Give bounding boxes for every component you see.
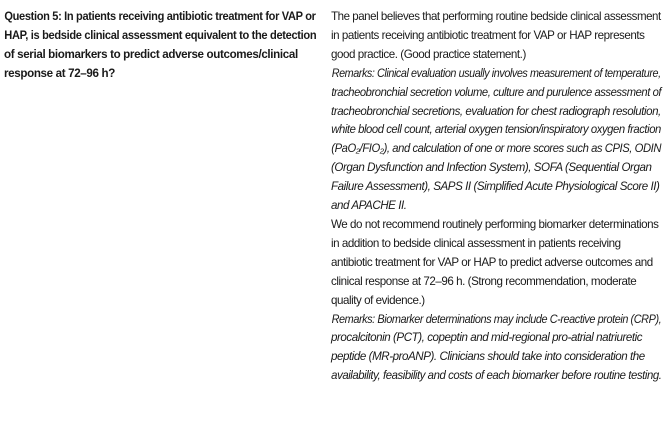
answer-column bbox=[331, 8, 661, 386]
remarks-line: Remarks: Clinical evaluation usually involves measurement of temperature, bbox=[331, 66, 661, 80]
statement-line: in addition to bedside clinical assessment in patients receiving bbox=[331, 236, 621, 250]
remarks-biomarkers bbox=[331, 311, 661, 387]
remarks-line: white blood cell count, arterial oxygen tension/inspiratory oxygen fraction bbox=[331, 123, 661, 137]
statement-line: quality of evidence.) bbox=[331, 293, 425, 307]
remarks-line: tracheobronchial secretion volume, culture and purulence assessment of bbox=[331, 85, 662, 99]
statement-line: We do not recommend routinely performing biomarker determinations bbox=[331, 217, 659, 231]
question-text bbox=[4, 8, 316, 84]
remarks-line: Remarks: Biomarker determinations may include C-reactive protein (CRP), bbox=[331, 312, 662, 326]
question-line: response at 72–96 h? bbox=[4, 66, 115, 80]
question-line: Question 5: In patients receiving antibiotic treatment for VAP or bbox=[4, 10, 316, 23]
remarks-line: tracheobronchial secretions, evaluation for chest radiograph resolution, bbox=[331, 104, 661, 118]
remarks-line: (PaO₂/FIO₂), and calculation of one or more scores such as CPIS, ODIN bbox=[331, 142, 662, 156]
statement-line: The panel believes that performing routine bedside clinical assessment bbox=[331, 10, 661, 23]
statement-line: antibiotic treatment for VAP or HAP to predict adverse outcomes and bbox=[331, 255, 653, 269]
remarks-line: availability, feasibility and costs of each biomarker before routine testing. bbox=[331, 369, 662, 383]
question-line: HAP, is bedside clinical assessment equivalent to the detection bbox=[4, 28, 317, 42]
remarks-line: peptide (MR-proANP). Clinicians should take into consideration the bbox=[331, 350, 645, 364]
remarks-line: (Organ Dysfunction and Infection System), SOFA (Sequential Organ bbox=[331, 161, 652, 175]
biomarker-recommendation bbox=[331, 216, 661, 311]
remarks-line: procalcitonin (PCT), copeptin and mid-regional pro-atrial natriuretic bbox=[331, 331, 643, 345]
statement-line: good practice. (Good practice statement.) bbox=[331, 47, 526, 61]
statement-line: in patients receiving antibiotic treatment for VAP or HAP represents bbox=[331, 28, 645, 42]
remarks-line: and APACHE II. bbox=[331, 199, 407, 213]
remarks-clinical-evaluation bbox=[331, 65, 661, 216]
statement-line: clinical response at 72–96 h. (Strong recommendation, moderate bbox=[331, 274, 637, 288]
remarks-line: Failure Assessment), SAPS II (Simplified Acute Physiological Score II) bbox=[331, 180, 660, 194]
question-line: of serial biomarkers to predict adverse outcomes/clinical bbox=[4, 47, 298, 61]
good-practice-statement bbox=[331, 8, 661, 65]
